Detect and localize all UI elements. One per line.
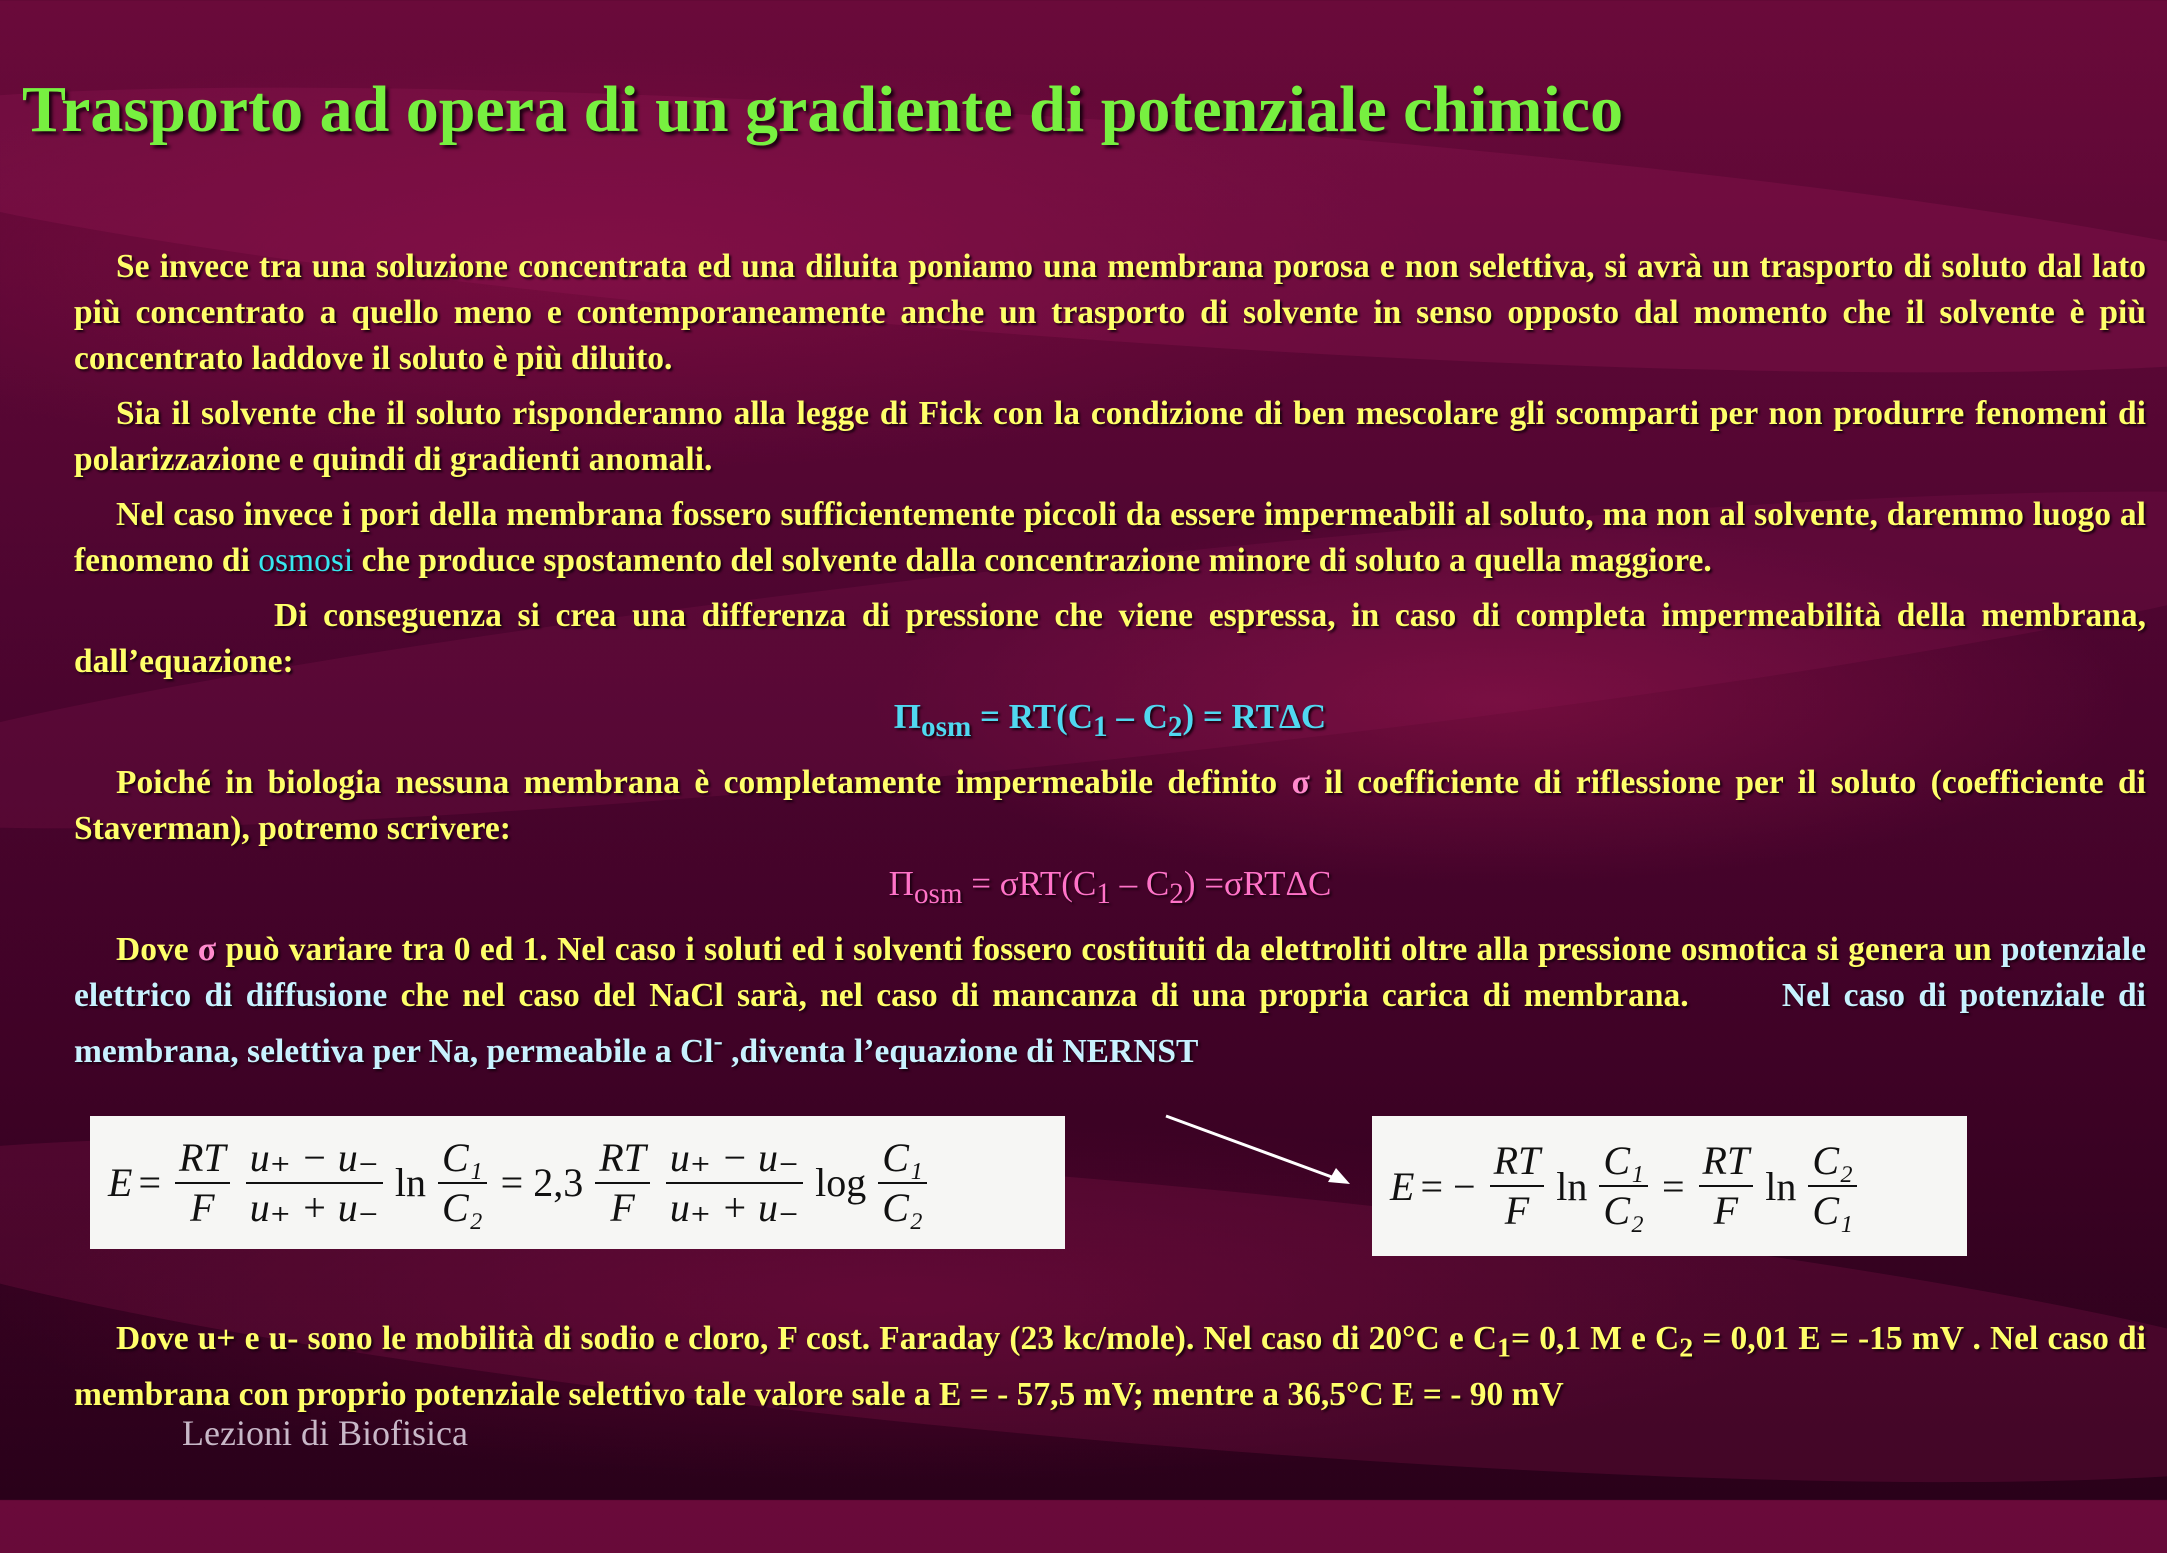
- paragraph-3: [74, 492, 2146, 584]
- footer-label: Lezioni di Biofisica: [182, 1413, 468, 1453]
- eq-symbol: E: [108, 1160, 133, 1205]
- eq-denominator: C₂: [1603, 1188, 1644, 1233]
- formula-part: RT: [1242, 864, 1286, 903]
- formula-subscript: osm: [913, 878, 963, 910]
- eq-denominator: C₁: [1812, 1188, 1853, 1233]
- eq-fraction: [666, 1134, 803, 1232]
- eq-numerator: C₁: [438, 1134, 487, 1184]
- eq-denominator: u₊ + u₋: [249, 1184, 379, 1230]
- eq-operator: =: [138, 1160, 161, 1205]
- formula-part: – C: [1107, 697, 1168, 736]
- final-text-c: = 0,01 E = -15 mV . Nel caso di membrana con proprio potenziale selettivo tale valore sale a E = - 57,5 mV; mentre a 36,5°C E = - 90 mV: [74, 1320, 2146, 1413]
- eq-function: ln: [394, 1160, 427, 1205]
- eq-fraction: [1808, 1137, 1857, 1235]
- sigma-symbol: σ: [1291, 764, 1310, 801]
- eq-fraction: [878, 1134, 927, 1232]
- paragraph-6-text-b: può variare tra 0 ed 1. Nel caso i soluti ed i solventi fossero costituiti da elettroliti oltre alla pressione osmotica si genera un: [225, 931, 1992, 968]
- formula-subscript: osm: [921, 711, 972, 743]
- final-text-a: Dove u+ e u- sono le mobilità di sodio e cloro, F cost. Faraday (23 kc/mole). Nel caso di 20°C e C: [116, 1320, 1498, 1357]
- nernst-text-a: Nel caso di potenziale di membrana, selettiva per Na, permeabile a Cl: [74, 977, 2146, 1071]
- formula-subscript: 1: [1093, 711, 1108, 743]
- nernst-text-b: ,diventa l’equazione di NERNST: [722, 1033, 1199, 1071]
- eq-fraction: [246, 1134, 383, 1232]
- eq-fraction: [438, 1134, 487, 1232]
- formula-subscript: 2: [1169, 878, 1184, 910]
- eq-function: ln: [1765, 1163, 1797, 1209]
- diffusion-potential-term: potenziale elettrico di diffusione: [74, 931, 2147, 1014]
- eq-denominator: C₂: [442, 1184, 483, 1230]
- eq-numerator: u₊ − u₋: [246, 1134, 383, 1184]
- formula-part: C: [1307, 864, 1332, 903]
- page-title: Trasporto ad opera di un gradiente di potenziale chimico: [22, 73, 1624, 146]
- nernst-equation: [1372, 1116, 1967, 1256]
- eq-operator: =: [1661, 1163, 1685, 1209]
- staverman-formula: [74, 861, 2146, 917]
- eq-symbol: E: [1390, 1163, 1415, 1209]
- eq-numerator: C₁: [1599, 1137, 1648, 1187]
- eq-denominator: C₂: [882, 1184, 923, 1230]
- paragraph-6: [74, 927, 2146, 1075]
- paragraph-5-text-b: il coefficiente di riflessione per il soluto (coefficiente di Staverman), potremo scrivere:: [74, 764, 2146, 847]
- pi-symbol: Π: [888, 864, 914, 903]
- sigma-symbol: σ: [999, 864, 1019, 903]
- formula-part: ) = RT: [1182, 697, 1279, 736]
- eq-fraction: [595, 1134, 650, 1232]
- eq-operator: =: [500, 1160, 524, 1205]
- slide-body: [74, 244, 2146, 1084]
- paragraph-6-text-c: che nel caso del NaCl sarà, nel caso di mancanza di una propria carica di membrana.: [400, 977, 1689, 1014]
- final-paragraph: [74, 1316, 2146, 1418]
- eq-function: ln: [1556, 1163, 1588, 1209]
- paragraph-2: Sia il solvente che il soluto risponderanno alla legge di Fick con la condizione di ben mescolare gli scomparti per non produrre fenomeni di polarizzazione e quindi di gradienti anomali.: [74, 395, 2146, 478]
- eq-denominator: F: [610, 1184, 635, 1230]
- final-subscript: 2: [1679, 1332, 1694, 1364]
- eq-numerator: RT: [1699, 1137, 1754, 1187]
- eq-numerator: RT: [595, 1134, 650, 1184]
- osmotic-pressure-formula: [74, 694, 2146, 750]
- formula-part: RT(C: [1018, 864, 1097, 903]
- eq-factor: 2,3: [533, 1160, 584, 1205]
- sigma-symbol: σ: [197, 931, 217, 968]
- formula-part: =: [962, 864, 1000, 903]
- eq-numerator: u₊ − u₋: [666, 1134, 803, 1184]
- formula-subscript: 1: [1096, 878, 1111, 910]
- eq-denominator: F: [190, 1184, 215, 1230]
- eq-numerator: C₂: [1808, 1137, 1857, 1187]
- paragraph-1: Se invece tra una soluzione concentrata ed una diluita poniamo una membrana porosa e non selettiva, si avrà un trasporto di soluto dal lato più concentrato a quello meno e contemporaneamente anche un trasporto di solvente in senso opposto dal momento che il solvente è più concentrato laddove il soluto è più diluito.: [74, 248, 2146, 377]
- formula-part: = RT(C: [971, 697, 1094, 736]
- eq-numerator: RT: [1490, 1137, 1545, 1187]
- eq-function: log: [815, 1160, 867, 1205]
- osmosi-term: osmosi: [258, 542, 354, 579]
- paragraph-3-text-b: che produce spostamento del solvente dalla concentrazione minore di soluto a quella maggiore.: [361, 542, 1712, 579]
- formula-part: C: [1300, 697, 1327, 736]
- delta-symbol: Δ: [1285, 864, 1308, 903]
- final-text-b: = 0,1 M e C: [1511, 1320, 1680, 1357]
- eq-fraction: [175, 1134, 230, 1232]
- arrow-icon: [1160, 1110, 1360, 1190]
- chloride-charge: -: [713, 1026, 723, 1057]
- eq-numerator: RT: [175, 1134, 230, 1184]
- diffusion-potential-equation: [90, 1116, 1065, 1249]
- paragraph-5-text-a: Poiché in biologia nessuna membrana è completamente impermeabile definito: [116, 764, 1278, 801]
- formula-part: – C: [1110, 864, 1170, 903]
- eq-denominator: F: [1713, 1188, 1739, 1233]
- eq-denominator: u₊ + u₋: [669, 1184, 800, 1230]
- formula-subscript: 2: [1167, 711, 1183, 743]
- final-subscript: 1: [1497, 1332, 1511, 1364]
- paragraph-6-text-a: Dove: [116, 931, 189, 968]
- formula-part: ) =: [1183, 864, 1224, 903]
- paragraph-3-text-a: Nel caso invece i pori della membrana fossero sufficientemente piccoli da essere impermeabili al soluto, ma non al solvente, daremmo luogo al fenomeno di: [74, 496, 2146, 579]
- sigma-symbol: σ: [1223, 864, 1243, 903]
- eq-denominator: F: [1504, 1188, 1530, 1233]
- delta-symbol: Δ: [1278, 697, 1301, 736]
- eq-fraction: [1699, 1137, 1754, 1235]
- eq-fraction: [1490, 1137, 1545, 1235]
- paragraph-5: [74, 760, 2146, 852]
- eq-numerator: C₁: [878, 1134, 927, 1184]
- eq-operator: = −: [1420, 1163, 1476, 1209]
- pi-symbol: Π: [893, 697, 922, 736]
- eq-fraction: [1599, 1137, 1648, 1235]
- paragraph-4: Di conseguenza si crea una differenza di pressione che viene espressa, in caso di completa impermeabilità della membrana, dall’equazione:: [74, 597, 2146, 680]
